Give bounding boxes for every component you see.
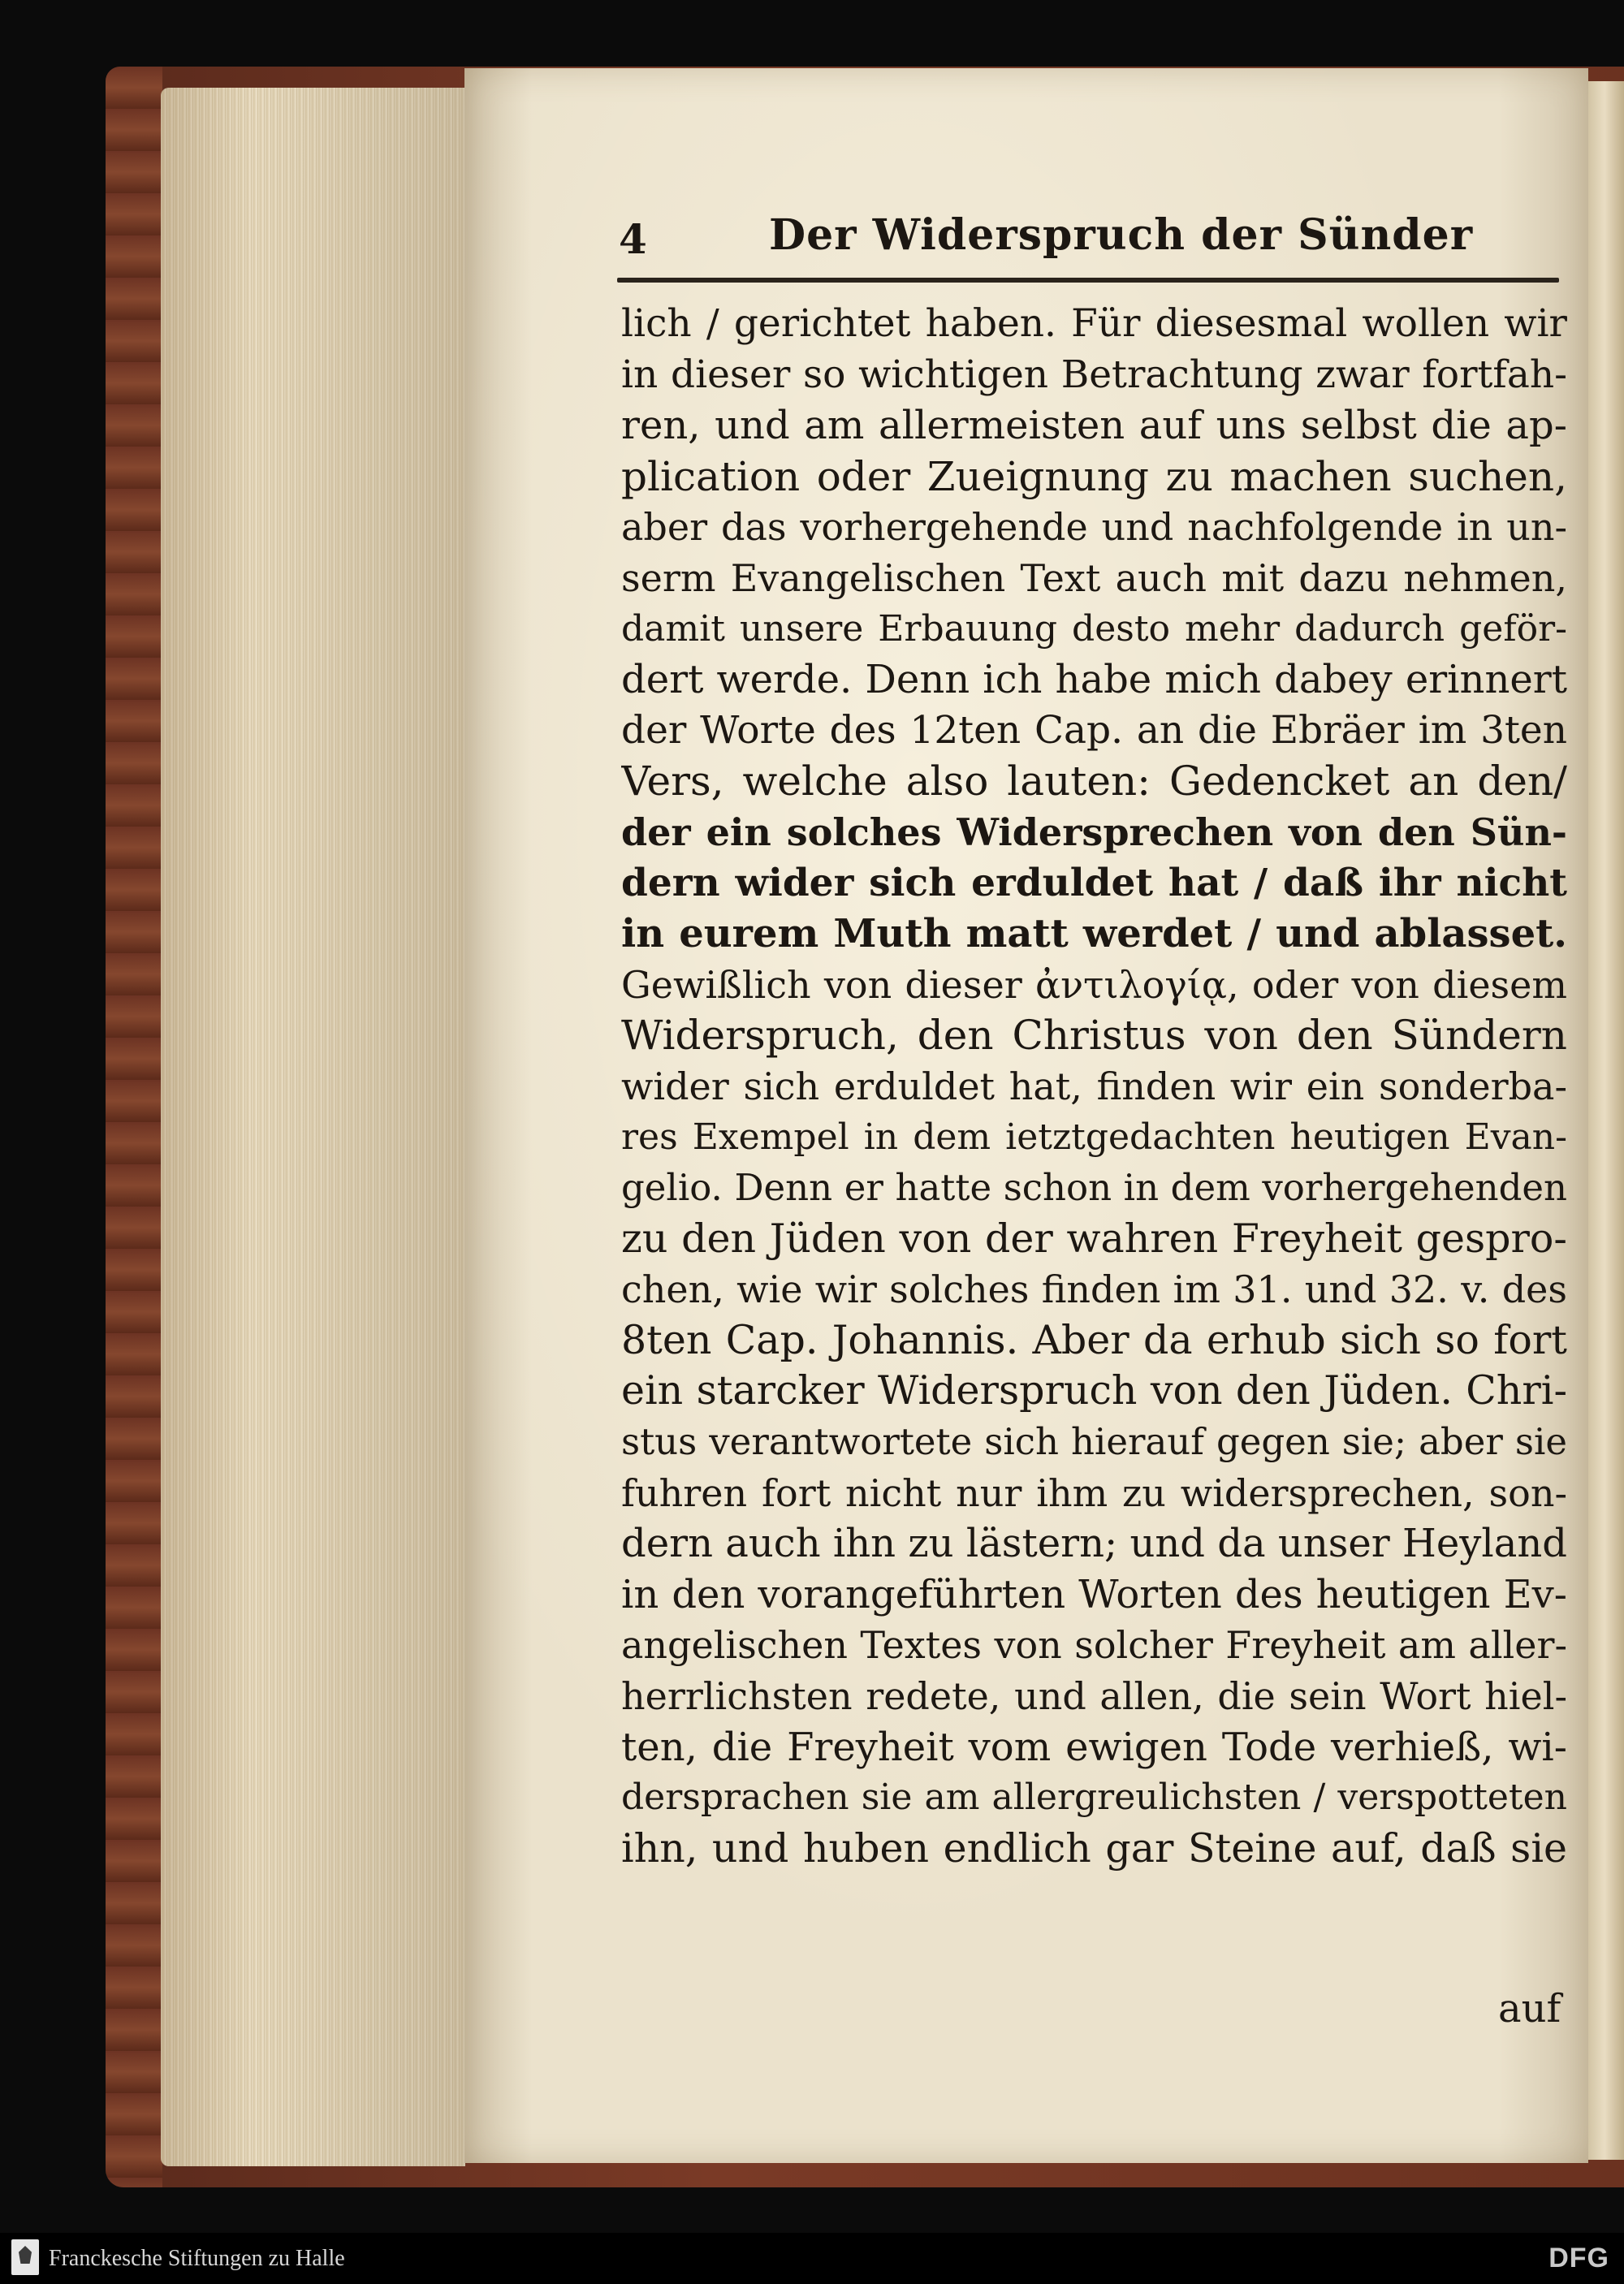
text-line: Gewißlich von dieser ἀντιλογίᾳ, oder von diesem — [621, 962, 1567, 1007]
text-line: dert werde. Denn ich habe mich dabey erinnert — [621, 657, 1567, 703]
text-line: res Exempel in dem ietztgedachten heutigen Evan- — [621, 1116, 1567, 1158]
text-line: in den vorangeführten Worten des heutigen Ev- — [621, 1571, 1567, 1617]
text-line: 8ten Cap. Johannis. Aber da erhub sich so fort — [621, 1316, 1567, 1363]
text-line: gelio. Denn er hatte schon in dem vorhergehenden — [621, 1166, 1567, 1210]
body-text — [621, 299, 1567, 1874]
text-line: herrlichsten redete, und allen, die sein Wort hiel- — [621, 1674, 1567, 1719]
text-line-emphasis: in eurem Muth matt werdet / und ablasset. — [621, 911, 1567, 957]
text-line: zu den Jüden von der wahren Freyheit gespro- — [621, 1215, 1567, 1262]
facing-page-edge — [1585, 81, 1624, 2160]
text-line: der Worte des 12ten Cap. an die Ebräer im 3ten — [621, 707, 1567, 753]
text-line: wider sich erduldet hat, finden wir ein sonderba- — [621, 1064, 1567, 1108]
text-line: dersprachen sie am allergreulichsten / verspotteten — [621, 1777, 1567, 1819]
text-line: ten, die Freyheit vom ewigen Tode verhieß, wi- — [621, 1724, 1567, 1770]
text-line: stus verantwortete sich hierauf gegen sie; aber sie — [621, 1420, 1567, 1464]
page-header — [619, 207, 1569, 280]
text-line: plication oder Zueignung zu machen suchen, — [621, 452, 1567, 500]
header-rule — [617, 278, 1559, 283]
text-line: fuhren fort nicht nur ihm zu widersprechen, son- — [621, 1470, 1567, 1515]
text-line-emphasis: der ein solches Widersprechen von den Sün- — [621, 810, 1567, 854]
dfg-logo[interactable]: DFG — [1548, 2243, 1609, 2273]
text-line: in dieser so wichtigen Betrachtung zwar fortfah- — [621, 352, 1567, 397]
text-line: damit unsere Erbauung desto mehr dadurch geför- — [621, 607, 1567, 650]
page-block-shading — [161, 88, 465, 2166]
text-line: Vers, welche also lauten: Gedencket an den/ — [621, 758, 1567, 805]
running-head: Der Widerspruch der Sünder — [769, 210, 1474, 260]
text-line: serm Evangelischen Text auch mit dazu nehmen, — [621, 555, 1567, 600]
text-line: lich / gerichtet haben. Für diesesmal wollen wir — [621, 301, 1567, 346]
text-line-emphasis: dern wider sich erduldet hat / daß ihr nicht — [621, 860, 1567, 905]
text-line: ihn, und huben endlich gar Steine auf, daß sie — [621, 1824, 1567, 1872]
text-line: ren, und am allermeisten auf uns selbst die ap- — [621, 403, 1567, 449]
catchword: auf — [1498, 1986, 1561, 2031]
text-line: angelischen Textes von solcher Freyheit am aller- — [621, 1623, 1567, 1668]
text-line: dern auch ihn zu lästern; und da unser Heyland — [621, 1521, 1567, 1567]
text-line: aber das vorhergehende und nachfolgende in un- — [621, 505, 1567, 550]
page-number: 4 — [619, 215, 647, 263]
text-line: Widerspruch, den Christus von den Sündern — [621, 1012, 1567, 1060]
book-spine-edge — [106, 67, 162, 2187]
text-line: ein starcker Widerspruch von den Jüden. Chri- — [621, 1367, 1567, 1414]
institution-logo-icon[interactable] — [11, 2239, 39, 2275]
footer-bar — [0, 2233, 1624, 2284]
text-line: chen, wie wir solches finden im 31. und 32. v. des — [621, 1267, 1567, 1312]
institution-name[interactable]: Franckesche Stiftungen zu Halle — [49, 2246, 345, 2271]
